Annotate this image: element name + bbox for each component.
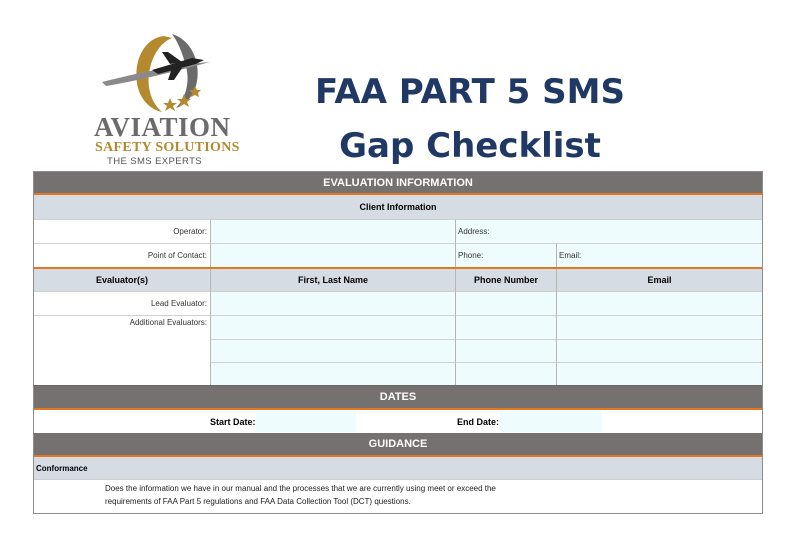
end-date-label: End Date: bbox=[457, 416, 500, 427]
page-title-line1: FAA PART 5 SMS bbox=[315, 72, 625, 112]
lead-evaluator-label: Lead Evaluator: bbox=[34, 291, 210, 315]
logo-tagline: THE SMS EXPERTS bbox=[107, 156, 203, 167]
additional-evaluator-2-phone-field[interactable] bbox=[455, 339, 556, 362]
point-of-contact-field[interactable] bbox=[210, 243, 455, 267]
airplane-emblem-icon bbox=[92, 28, 252, 118]
section-header-dates: DATES bbox=[34, 385, 762, 410]
start-date-label: Start Date: bbox=[210, 416, 256, 427]
section-header-evaluation: EVALUATION INFORMATION bbox=[34, 172, 762, 195]
lead-evaluator-name-field[interactable] bbox=[210, 291, 455, 315]
client-information-header: Client Information bbox=[34, 195, 762, 219]
additional-evaluator-2-email-field[interactable] bbox=[556, 339, 762, 362]
additional-evaluators-label: Additional Evaluators: bbox=[34, 315, 210, 385]
company-logo bbox=[92, 28, 252, 172]
additional-evaluator-3-email-field[interactable] bbox=[556, 362, 762, 385]
operator-field[interactable] bbox=[210, 219, 455, 243]
logo-word-safety-solutions: SAFETY SOLUTIONS bbox=[95, 140, 240, 155]
phone-field[interactable] bbox=[455, 243, 556, 267]
address-label: Address: bbox=[458, 227, 490, 236]
guidance-text-line2: requirements of FAA Part 5 regulations and FAA Data Collection Tool (DCT) questions. bbox=[105, 497, 411, 506]
guidance-text-line1: Does the information we have in our manual and the processes that we are currently using meet or exceed the bbox=[105, 484, 496, 493]
col-phone-number: Phone Number bbox=[455, 269, 556, 291]
conformance-label: Conformance bbox=[34, 457, 762, 480]
col-evaluators: Evaluator(s) bbox=[34, 269, 210, 291]
section-header-guidance: GUIDANCE bbox=[34, 433, 762, 457]
col-email: Email bbox=[556, 269, 762, 291]
col-first-last-name: First, Last Name bbox=[210, 269, 455, 291]
phone-label: Phone: bbox=[458, 251, 484, 260]
end-date-field[interactable] bbox=[500, 411, 602, 432]
email-field[interactable] bbox=[556, 243, 762, 267]
lead-evaluator-phone-field[interactable] bbox=[455, 291, 556, 315]
dates-row bbox=[34, 410, 762, 433]
lead-evaluator-email-field[interactable] bbox=[556, 291, 762, 315]
page-title-line2: Gap Checklist bbox=[339, 126, 601, 166]
point-of-contact-label: Point of Contact: bbox=[34, 243, 210, 267]
operator-label: Operator: bbox=[34, 219, 210, 243]
additional-evaluator-2-name-field[interactable] bbox=[210, 339, 455, 362]
guidance-text bbox=[105, 482, 665, 508]
start-date-field[interactable] bbox=[256, 411, 356, 432]
additional-evaluator-3-name-field[interactable] bbox=[210, 362, 455, 385]
additional-evaluator-1-email-field[interactable] bbox=[556, 315, 762, 339]
additional-evaluator-1-name-field[interactable] bbox=[210, 315, 455, 339]
gap-checklist-form bbox=[33, 171, 763, 514]
email-label: Email: bbox=[559, 251, 582, 260]
additional-evaluator-1-phone-field[interactable] bbox=[455, 315, 556, 339]
address-field[interactable] bbox=[455, 219, 762, 243]
additional-evaluator-3-phone-field[interactable] bbox=[455, 362, 556, 385]
logo-word-aviation: AVIATION bbox=[94, 112, 231, 142]
